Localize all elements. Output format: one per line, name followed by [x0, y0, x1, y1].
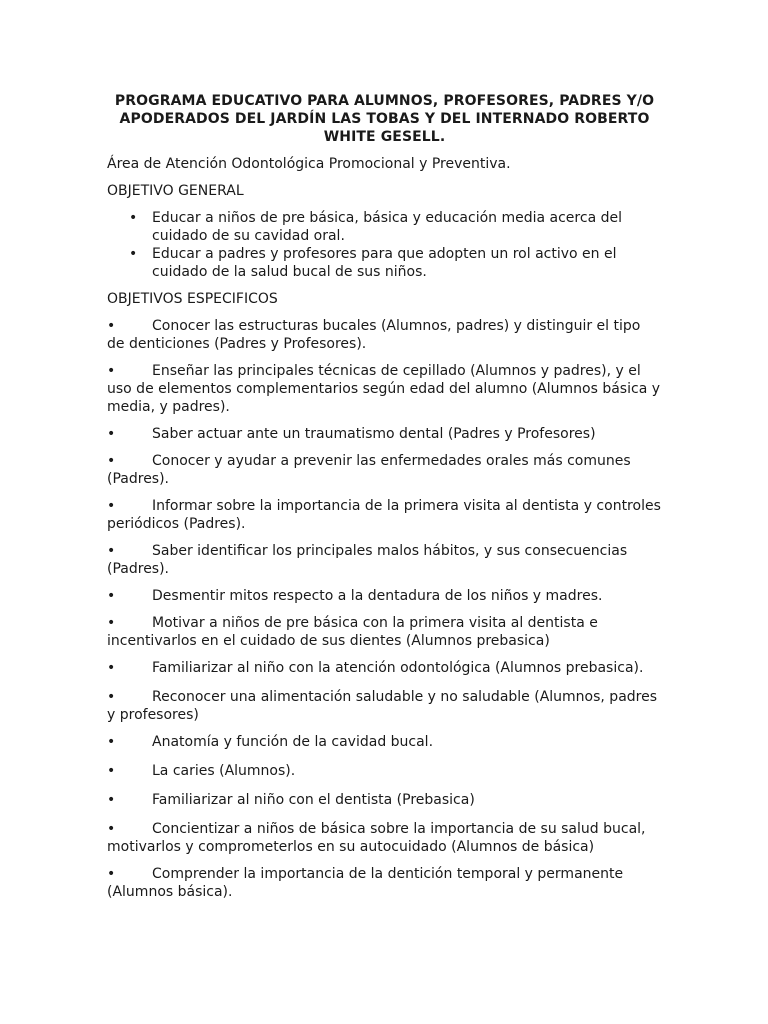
- specific-objective-item: [107, 542, 662, 578]
- bullet-glyph: •: [107, 588, 116, 604]
- general-objective-heading: OBJETIVO GENERAL: [107, 183, 244, 199]
- specific-objectives-heading: OBJETIVOS ESPECIFICOS: [107, 291, 278, 307]
- specific-objective-item: [107, 659, 662, 677]
- bullet-glyph: •: [107, 792, 116, 808]
- specific-objective-item: [107, 688, 662, 724]
- specific-objective-item: [107, 587, 662, 605]
- general-objectives-list: [107, 209, 662, 281]
- bullet-glyph: •: [107, 615, 116, 631]
- bullet-glyph: •: [107, 763, 116, 779]
- bullet-glyph: •: [107, 363, 116, 379]
- bullet-glyph: •: [107, 453, 116, 469]
- specific-objective-text: La caries (Alumnos).: [152, 763, 296, 779]
- specific-objective-item: [107, 762, 662, 780]
- specific-objective-item: [107, 791, 662, 809]
- bullet-glyph: •: [107, 426, 116, 442]
- specific-objective-item: [107, 362, 662, 416]
- specific-objective-text: Anatomía y función de la cavidad bucal.: [152, 734, 434, 750]
- specific-objective-item: [107, 497, 662, 533]
- specific-objective-text: Conocer las estructuras bucales (Alumnos, padres) y distinguir el tipo de denticiones (Padres y Profesores).: [107, 318, 641, 352]
- specific-objective-item: [107, 820, 662, 856]
- bullet-glyph: •: [107, 498, 116, 514]
- specific-objective-item: [107, 614, 662, 650]
- specific-objective-text: Motivar a niños de pre básica con la primera visita al dentista e incentivarlos en el cuidado de sus dientes (Alumnos prebasica): [107, 615, 598, 649]
- area-subtitle: Área de Atención Odontológica Promocional y Preventiva.: [107, 156, 511, 172]
- bullet-glyph: •: [107, 318, 116, 334]
- specific-objective-text: Concientizar a niños de básica sobre la importancia de su salud bucal, motivarlos y comprometerlos en su autocuidado (Alumnos de básica): [107, 821, 646, 855]
- specific-objective-item: [107, 733, 662, 751]
- specific-objective-item: [107, 425, 662, 443]
- document-body: [107, 92, 662, 910]
- bullet-glyph: •: [107, 821, 116, 837]
- general-objective-item: • Educar a padres y profesores para que adopten un rol activo en el cuidado de la salud bucal de sus niños.: [152, 245, 662, 281]
- specific-objective-text: Desmentir mitos respecto a la dentadura de los niños y madres.: [152, 588, 603, 604]
- specific-objective-text: Conocer y ayudar a prevenir las enfermedades orales más comunes (Padres).: [107, 453, 631, 487]
- bullet-glyph: •: [107, 734, 116, 750]
- specific-objective-item: [107, 317, 662, 353]
- specific-objective-text: Familiarizar al niño con la atención odontológica (Alumnos prebasica).: [152, 660, 644, 676]
- specific-objective-text: Saber actuar ante un traumatismo dental (Padres y Profesores): [152, 426, 596, 442]
- specific-objective-text: Familiarizar al niño con el dentista (Prebasica): [152, 792, 475, 808]
- bullet-glyph: •: [107, 689, 116, 705]
- specific-objective-item: [107, 865, 662, 901]
- general-objective-item: • Educar a niños de pre básica, básica y educación media acerca del cuidado de su cavidad oral.: [152, 209, 662, 245]
- bullet-glyph: •: [107, 866, 116, 882]
- specific-objective-text: Informar sobre la importancia de la primera visita al dentista y controles periódicos (Padres).: [107, 498, 661, 532]
- bullet-glyph: •: [107, 660, 116, 676]
- specific-objective-text: Comprender la importancia de la dentición temporal y permanente (Alumnos básica).: [107, 866, 624, 900]
- bullet-glyph: •: [107, 543, 116, 559]
- specific-objective-text: Saber identificar los principales malos hábitos, y sus consecuencias (Padres).: [107, 543, 628, 577]
- specific-objective-text: Enseñar las principales técnicas de cepillado (Alumnos y padres), y el uso de elementos complementarios según edad del alumno (Alumnos básica y media, y padres).: [107, 363, 661, 415]
- specific-objective-item: [107, 452, 662, 488]
- specific-objective-text: Reconocer una alimentación saludable y no saludable (Alumnos, padres y profesores): [107, 689, 658, 723]
- document-title: PROGRAMA EDUCATIVO PARA ALUMNOS, PROFESORES, PADRES Y/O APODERADOS DEL JARDÍN LAS TOBAS Y DEL INTERNADO ROBERTO WHITE GESELL.: [114, 93, 655, 145]
